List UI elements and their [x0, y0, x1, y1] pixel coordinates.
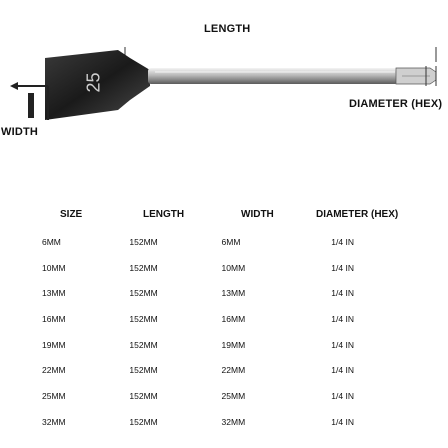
length-cell: 152MM: [129, 339, 158, 350]
header-width: WIDTH: [241, 209, 274, 220]
length-cell: 152MM: [129, 416, 158, 427]
spec-table: [20, 229, 430, 435]
width-cell: 16MM: [221, 313, 246, 324]
table-row: [20, 306, 430, 332]
size-cell: 6MM: [42, 236, 61, 247]
length-label: LENGTH: [204, 23, 251, 35]
bit-size-marking: 25: [83, 72, 104, 93]
table-row: [20, 383, 430, 409]
width-bracket: [10, 82, 48, 120]
diameter-cell: 1/4 IN: [331, 390, 354, 401]
drill-bit-diagram: [0, 0, 448, 170]
diameter-cell: 1/4 IN: [331, 339, 354, 350]
length-cell: 152MM: [129, 288, 158, 299]
width-cell: 22MM: [221, 365, 246, 376]
width-cell: 6MM: [221, 236, 241, 247]
width-cell: 19MM: [221, 339, 246, 350]
width-label: WIDTH: [1, 126, 39, 138]
width-cell: 10MM: [221, 262, 246, 273]
diameter-cell: 1/4 IN: [331, 236, 354, 247]
size-cell: 13MM: [42, 288, 66, 299]
table-row: [20, 255, 430, 281]
width-cell: 32MM: [221, 416, 246, 427]
table-row: [20, 409, 430, 435]
size-cell: 10MM: [42, 262, 66, 273]
shank: [148, 68, 398, 84]
table-row: [20, 357, 430, 383]
table-row: [20, 280, 430, 306]
width-cell: 13MM: [221, 288, 246, 299]
length-cell: 152MM: [129, 262, 158, 273]
diameter-cell: 1/4 IN: [331, 365, 354, 376]
table-row: [20, 332, 430, 358]
length-dimension-line: [125, 47, 436, 62]
size-cell: 22MM: [42, 365, 66, 376]
diameter-cell: 1/4 IN: [331, 313, 354, 324]
header-size: SIZE: [60, 209, 83, 220]
header-diameter: DIAMETER (HEX): [316, 209, 399, 220]
diameter-cell: 1/4 IN: [331, 416, 354, 427]
diameter-cell: 1/4 IN: [331, 288, 354, 299]
diameter-label: DIAMETER (HEX): [349, 98, 443, 110]
length-cell: 152MM: [129, 236, 158, 247]
diameter-cell: 1/4 IN: [331, 262, 354, 273]
length-cell: 152MM: [129, 365, 158, 376]
size-cell: 32MM: [42, 416, 66, 427]
header-length: LENGTH: [143, 209, 185, 220]
width-cell: 25MM: [221, 390, 246, 401]
length-cell: 152MM: [129, 313, 158, 324]
length-cell: 152MM: [129, 390, 158, 401]
size-cell: 25MM: [42, 390, 66, 401]
size-cell: 16MM: [42, 313, 66, 324]
table-row: [20, 229, 430, 255]
size-cell: 19MM: [42, 339, 66, 350]
